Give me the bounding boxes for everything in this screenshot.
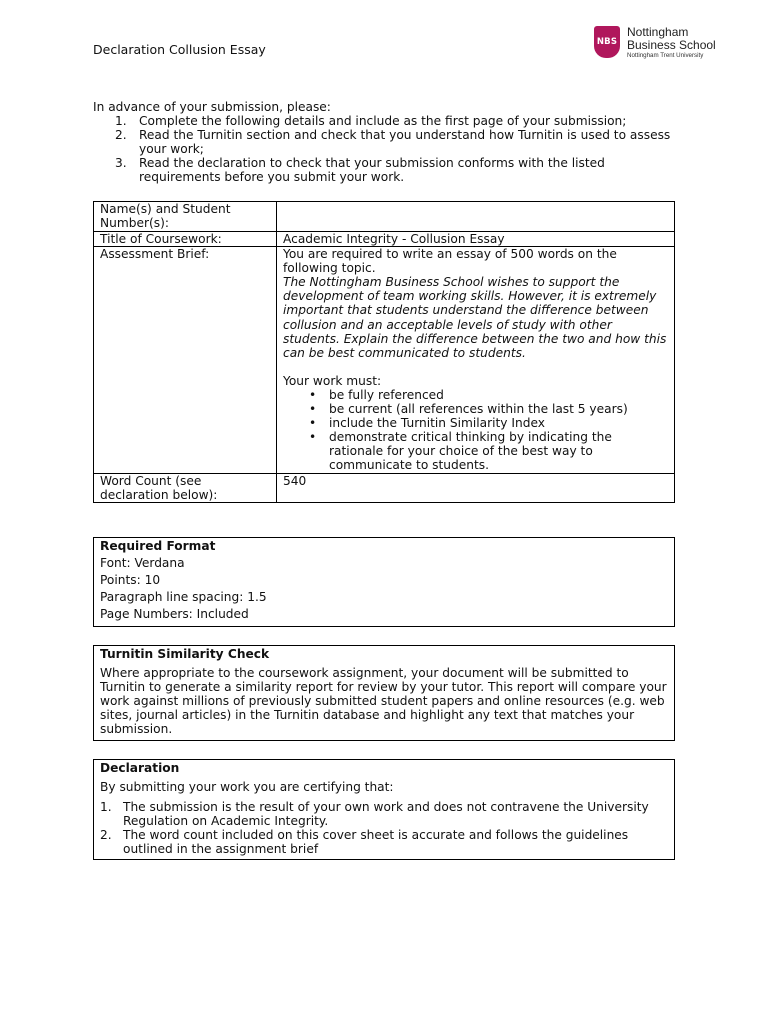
list-item: • demonstrate critical thinking by indicating the rationale for your choice of the best way to communicate to students. bbox=[283, 430, 668, 472]
intro-item bbox=[93, 128, 683, 156]
brief-value bbox=[277, 247, 675, 473]
table-row bbox=[94, 247, 675, 473]
brief-must: Your work must: bbox=[283, 373, 382, 388]
logo-wordmark bbox=[627, 26, 716, 60]
declaration-item-text: The word count included on this cover sheet is accurate and follows the guidelines outlined in the assignment brief bbox=[123, 828, 629, 856]
document-header-title: Declaration Collusion Essay bbox=[93, 42, 266, 57]
required-format-box bbox=[93, 537, 675, 627]
format-line: Paragraph line spacing: 1.5 bbox=[100, 590, 267, 604]
names-label: Name(s) and Student Number(s): bbox=[94, 202, 277, 232]
declaration-item bbox=[100, 800, 668, 828]
format-title: Required Format bbox=[100, 539, 216, 553]
list-item: • be fully referenced bbox=[283, 388, 668, 402]
wordcount-value: 540 bbox=[277, 473, 675, 502]
turnitin-title: Turnitin Similarity Check bbox=[100, 647, 270, 661]
table-row bbox=[94, 232, 675, 247]
title-value: Academic Integrity - Collusion Essay bbox=[277, 232, 675, 247]
list-item: • include the Turnitin Similarity Index bbox=[283, 416, 668, 430]
intro-item-number: 1. bbox=[115, 114, 127, 128]
intro-item-number: 3. bbox=[115, 156, 127, 170]
turnitin-text: Where appropriate to the coursework assignment, your document will be submitted to Turnitin to generate a similarity report for review by your tutor. This report will compare your work against millions of previously submitted student papers and online resources (e.g. web sites, journal articles) in the Turnitin database and highlight any text that matches your submission. bbox=[100, 666, 667, 736]
table-row bbox=[94, 473, 675, 502]
intro-section bbox=[93, 100, 683, 184]
declaration-title: Declaration bbox=[100, 761, 180, 775]
declaration-box bbox=[93, 759, 675, 860]
brief-label: Assessment Brief: bbox=[94, 247, 277, 473]
title-label: Title of Coursework: bbox=[94, 232, 277, 247]
declaration-lead: By submitting your work you are certifying that: bbox=[100, 780, 394, 794]
format-line: Points: 10 bbox=[100, 573, 161, 587]
intro-item bbox=[93, 156, 683, 184]
intro-item-text: Read the Turnitin section and check that you understand how Turnitin is used to assess your work; bbox=[139, 128, 671, 156]
declaration-item-text: The submission is the result of your own work and does not contravene the University Regulation on Academic Integrity. bbox=[123, 800, 649, 828]
nbs-shield-icon: NBS bbox=[594, 26, 620, 58]
names-value-field[interactable] bbox=[277, 202, 675, 232]
brief-topic: The Nottingham Business School wishes to support the development of team working skills. However, it is extremely important that students understand the difference between collusion and an acceptable levels of study with other students. Explain the difference between the two and how this can be best communicated to students. bbox=[283, 275, 667, 360]
declaration-item-number: 1. bbox=[100, 800, 112, 814]
intro-lead: In advance of your submission, please: bbox=[93, 100, 331, 114]
intro-item bbox=[93, 114, 683, 128]
intro-item-number: 2. bbox=[115, 128, 127, 142]
format-line: Page Numbers: Included bbox=[100, 607, 249, 621]
turnitin-box bbox=[93, 645, 675, 741]
intro-item-text: Read the declaration to check that your submission conforms with the listed requirements before you submit your work. bbox=[139, 156, 605, 184]
declaration-item bbox=[100, 828, 668, 856]
declaration-item-number: 2. bbox=[100, 828, 112, 842]
nbs-logo bbox=[594, 26, 716, 60]
brief-requirements-list bbox=[283, 388, 668, 473]
intro-list bbox=[93, 114, 683, 184]
brief-intro: You are required to write an essay of 500 words on the following topic. bbox=[283, 247, 617, 276]
intro-item-text: Complete the following details and include as the first page of your submission; bbox=[139, 114, 627, 128]
table-row bbox=[94, 202, 675, 232]
logo-line-1: Nottingham bbox=[627, 25, 689, 39]
list-item: • be current (all references within the last 5 years) bbox=[283, 402, 668, 416]
wordcount-label: Word Count (see declaration below): bbox=[94, 473, 277, 502]
logo-line-3: Nottingham Trent University bbox=[627, 52, 704, 59]
logo-line-2: Business School bbox=[627, 37, 716, 52]
declaration-list bbox=[100, 800, 668, 856]
format-line: Font: Verdana bbox=[100, 556, 185, 570]
coursework-details-table bbox=[93, 201, 675, 503]
